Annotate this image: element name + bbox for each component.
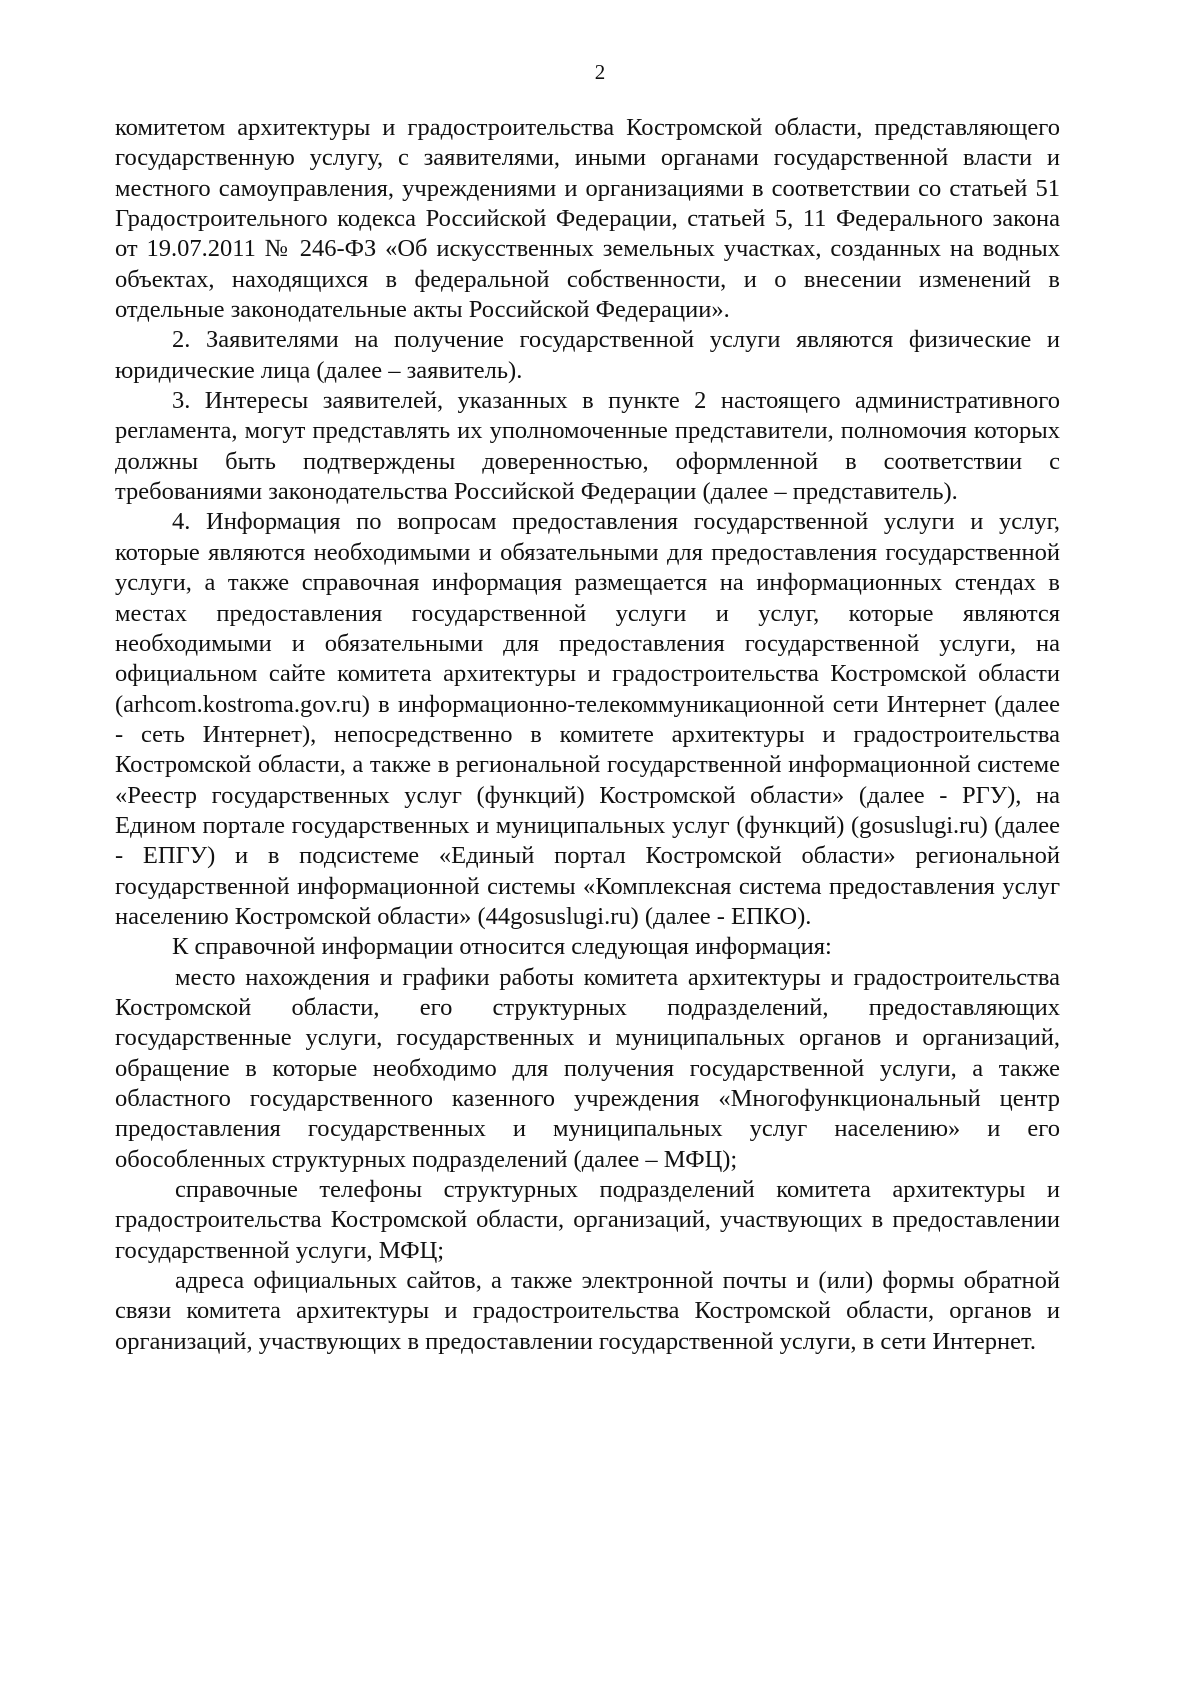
paragraph-item-3: 3. Интересы заявителей, указанных в пункте 2 настоящего административного регламента, могут представлять их уполномоченные представители, полномочия которых должны быть подтверждены доверенностью, оформленной в соответствии с требованиями законодательства Российской Федерации (далее – представитель).: [115, 387, 1060, 506]
paragraph-location-schedule: место нахождения и графики работы комитета архитектуры и градостроительства Костромской области, его структурных подразделений, предоставляющих государственные услуги, государственных и муниципальных органов и организаций, обращение в которые необходимо для получения государственной услуги, а также областного государственного казенного учреждения «Многофункциональный центр предоставления государственных и муниципальных услуг населению» и его обособленных структурных подразделений (далее – МФЦ);: [115, 963, 1060, 1173]
paragraph-reference-intro: К справочной информации относится следующая информация:: [172, 933, 832, 961]
document-body: [115, 113, 1060, 1357]
paragraph-item-2: 2. Заявителями на получение государственной услуги являются физические и юридические лица (далее – заявитель).: [115, 326, 1060, 384]
paragraph-websites: адреса официальных сайтов, а также электронной почты и (или) формы обратной связи комитета архитектуры и градостроительства Костромской области, органов и организаций, участвующих в предоставлении государственной услуги, в сети Интернет.: [115, 1267, 1060, 1355]
paragraph-item-4: 4. Информация по вопросам предоставления государственной услуги и услуг, которые являются необходимыми и обязательными для предоставления государственной услуги, а также справочная информация размещается на информационных стендах в местах предоставления государственной услуги и услуг, которые являются необходимыми и обязательными для предоставления государственной услуги, на официальном сайте комитета архитектуры и градостроительства Костромской области (arhcom.kostroma.gov.ru) в информационно-телекоммуникационной сети Интернет (далее - сеть Интернет), непосредственно в комитете архитектуры и градостроительства Костромской области, а также в региональной государственной информационной системе «Реестр государственных услуг (функций) Костромской области» (далее - РГУ), на Едином портале государственных и муниципальных услуг (функций) (gosuslugi.ru) (далее - ЕПГУ) и в подсистеме «Единый портал Костромской области» региональной государственной информационной системы «Комплексная система предоставления услуг населению Костромской области» (44gosuslugi.ru) (далее - ЕПКО).: [115, 508, 1060, 930]
paragraph-phones: справочные телефоны структурных подразделений комитета архитектуры и градостроительства Костромской области, организаций, участвующих в предоставлении государственной услуги, МФЦ;: [115, 1176, 1060, 1264]
page-number: 2: [594, 60, 606, 84]
paragraph-continuation: комитетом архитектуры и градостроительства Костромской области, представляющего государственную услугу, с заявителями, иными органами государственной власти и местного самоуправления, учреждениями и организациями в соответствии со статьей 51 Градостроительного кодекса Российской Федерации, статьей 5, 11 Федерального закона от 19.07.2011 № 246-ФЗ «Об искусственных земельных участках, созданных на водных объектах, находящихся в федеральной собственности, и о внесении изменений в отдельные законодательные акты Российской Федерации».: [115, 114, 1060, 324]
